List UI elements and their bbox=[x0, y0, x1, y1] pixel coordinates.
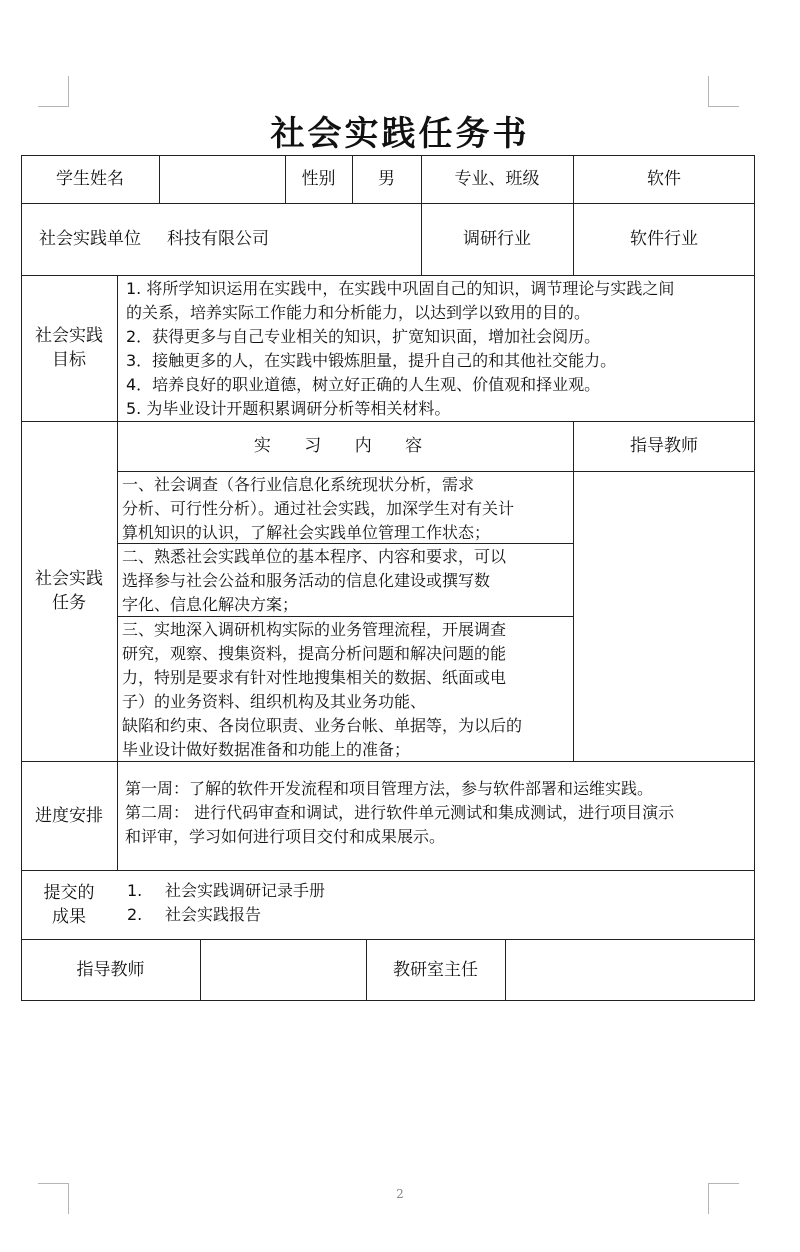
student-name-label: 学生姓名 bbox=[56, 169, 124, 189]
table-border-bottom bbox=[21, 1000, 755, 1001]
practice-goal-label: 社会实践目标 bbox=[35, 326, 103, 370]
task-line: 缺陷和约束、各岗位职责、业务台帐、单据等，为以后的 bbox=[122, 716, 523, 735]
table-line bbox=[21, 870, 755, 871]
schedule-label: 进度安排 bbox=[35, 805, 103, 826]
goal-line: 2．获得更多与自己专业相关的知识，扩宽知识面，增加社会阅历。 bbox=[126, 327, 601, 346]
major-class-label: 专业、班级 bbox=[454, 169, 540, 189]
major-class-value: 软件 bbox=[647, 169, 681, 189]
page-corner-mark-top-right bbox=[708, 76, 739, 107]
schedule-line: 第二周： 进行代码审查和调试，进行软件单元测试和集成测试，进行项目演示 bbox=[125, 803, 675, 822]
student-name-value bbox=[159, 155, 285, 203]
table-line bbox=[573, 421, 574, 761]
task-content-header: 实 习 内 容 bbox=[253, 436, 437, 456]
task-line: 三、实地深入调研机构实际的业务管理流程，开展调查 bbox=[122, 620, 507, 639]
director-label: 教研室主任 bbox=[393, 959, 478, 980]
gender-value: 男 bbox=[378, 169, 395, 189]
advisor-label: 指导教师 bbox=[76, 959, 145, 980]
goal-line: 4．培养良好的职业道德，树立好正确的人生观、价值观和择业观。 bbox=[126, 375, 601, 394]
results-item-number: 1. bbox=[127, 881, 143, 900]
table-border-right bbox=[754, 155, 755, 1001]
practice-unit-value: 科技有限公司 bbox=[167, 229, 269, 249]
goal-line: 的关系，培养实际工作能力和分析能力，以达到学以致用的目的。 bbox=[126, 303, 591, 322]
results-item-text: 社会实践报告 bbox=[165, 905, 262, 924]
task-line: 一、社会调查（各行业信息化系统现状分析，需求 bbox=[122, 475, 475, 494]
gender-label: 性别 bbox=[301, 169, 336, 189]
industry-label: 调研行业 bbox=[463, 229, 531, 249]
schedule-line: 第一周：了解的软件开发流程和项目管理方法，参与软件部署和运维实践。 bbox=[125, 779, 654, 798]
schedule-line: 和评审，学习如何进行项目交付和成果展示。 bbox=[125, 827, 446, 846]
task-line: 二、熟悉社会实践单位的基本程序、内容和要求，可以 bbox=[122, 547, 507, 566]
results-item-number: 2. bbox=[127, 905, 143, 924]
goal-line: 3．接触更多的人，在实践中锻炼胆量，提升自己的和其他社交能力。 bbox=[126, 351, 617, 370]
industry-value: 软件行业 bbox=[630, 229, 698, 249]
task-item-2 bbox=[122, 545, 506, 617]
task-line: 分析、可行性分析）。通过社会实践，加深学生对有关计 bbox=[122, 499, 515, 518]
task-line: 选择参与社会公益和服务活动的信息化建设或撰写数 bbox=[122, 571, 491, 590]
practice-task-label: 社会实践任务 bbox=[35, 569, 103, 613]
task-line: 毕业设计做好数据准备和功能上的准备； bbox=[122, 740, 411, 759]
results-item-text: 社会实践调研记录手册 bbox=[165, 881, 326, 900]
task-line: 研究，观察、搜集资料，提高分析问题和解决问题的能 bbox=[122, 644, 507, 663]
task-item-1 bbox=[122, 473, 514, 545]
task-item-3 bbox=[122, 618, 522, 762]
advisor-signature bbox=[200, 939, 366, 1000]
task-line: 字化、信息化解决方案； bbox=[122, 595, 299, 614]
table-line bbox=[21, 275, 755, 276]
table-line bbox=[117, 275, 118, 870]
goal-line: 5. 为毕业设计开题积累调研分析等相关材料。 bbox=[126, 399, 451, 418]
goal-line: 1. 将所学知识运用在实践中，在实践中巩固自己的知识，调节理论与实践之间 bbox=[126, 279, 675, 298]
page-number: 2 bbox=[396, 1187, 404, 1201]
table-line bbox=[117, 471, 755, 472]
page-corner-mark-top-left bbox=[38, 76, 69, 107]
practice-unit-label: 社会实践单位 bbox=[39, 229, 141, 249]
task-line: 算机知识的认识，了解社会实践单位管理工作状态； bbox=[122, 523, 491, 542]
task-advisor-header: 指导教师 bbox=[630, 436, 698, 456]
schedule-content bbox=[125, 777, 674, 849]
task-line: 子）的业务资料、组织机构及其业务功能、 bbox=[122, 692, 427, 711]
results-label: 提交的成果 bbox=[43, 882, 95, 927]
task-line: 力，特别是要求有针对性地搜集相关的数据、纸面或电 bbox=[122, 668, 507, 687]
task-form-table bbox=[21, 155, 755, 1001]
document-title: 社会实践任务书 bbox=[270, 114, 530, 154]
practice-goals bbox=[126, 277, 674, 421]
director-signature bbox=[505, 939, 755, 1000]
